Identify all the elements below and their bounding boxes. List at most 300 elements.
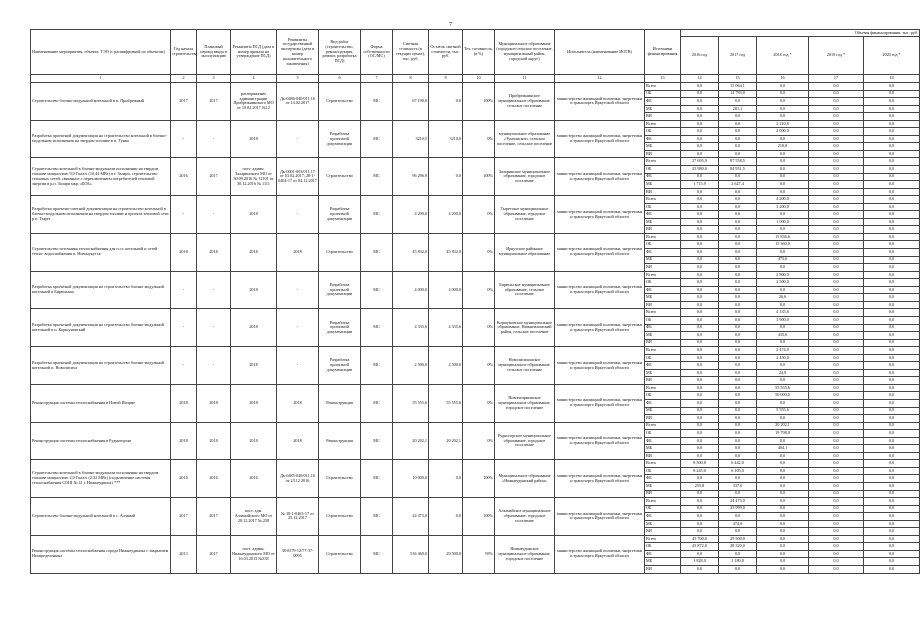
funding-value: 0,0 — [809, 158, 864, 166]
ped-details: пост. адм. Алзамайского МО от 28.12.2017 № 258 — [231, 498, 277, 536]
funding-value: 0,0 — [719, 430, 757, 438]
column-number: 7 — [361, 75, 393, 83]
funding-value: 0,0 — [719, 354, 757, 362]
funding-value: 0,0 — [681, 369, 719, 377]
source-label: МБ — [645, 105, 681, 113]
ownership: МС — [361, 271, 393, 309]
column-number: 15 — [719, 75, 757, 83]
funding-value: 0,0 — [719, 316, 757, 324]
funding-value: 0,0 — [719, 196, 757, 204]
column-number: 3 — [197, 75, 231, 83]
funding-value: 337,0 — [719, 482, 757, 490]
source-label: МБ — [645, 218, 681, 226]
funding-value: 0,0 — [719, 249, 757, 257]
object-name: Строительство блочно-модульной котельной в с. Алзамай — [31, 498, 171, 536]
work-type: Реконструкция — [319, 384, 361, 422]
funding-value: 0,0 — [719, 399, 757, 407]
funding-value: 0,0 — [719, 437, 757, 445]
source-label: МБ — [645, 407, 681, 415]
funding-value: 0,0 — [864, 399, 920, 407]
ownership: МС — [361, 422, 393, 460]
source-label: ОБ — [645, 467, 681, 475]
funding-value: 0,0 — [681, 316, 719, 324]
funding-value: 0,0 — [757, 188, 809, 196]
funding-value: 0,0 — [864, 369, 920, 377]
funding-value: 0,0 — [681, 256, 719, 264]
funding-value: 0,0 — [809, 543, 864, 551]
funding-value: 0,0 — [757, 566, 809, 574]
table-row — [31, 422, 920, 430]
municipality: Новоигирминское муниципальное образование, городское поселение — [495, 384, 555, 422]
source-label: ФБ — [645, 475, 681, 483]
ped-details: пост. админ. Нижнеудинского МО от 16.03.2013 №338 — [231, 535, 277, 573]
funding-value: 0,0 — [864, 271, 920, 279]
funding-value: 1 828,0 — [681, 558, 719, 566]
funding-value: 0,0 — [864, 392, 920, 400]
funding-value: 0,0 — [719, 279, 757, 287]
funding-value: 0,0 — [719, 226, 757, 234]
municipality: Нижнеудинское муниципальное образование, городское поселение — [495, 535, 555, 573]
source-label: МБ — [645, 482, 681, 490]
estimated-cost: 4 335,6 — [393, 309, 429, 347]
municipality: Прибрежнинское муниципальное образование, сельское поселение — [495, 83, 555, 121]
funding-value: 0,0 — [757, 513, 809, 521]
ped-details: 2018 — [231, 384, 277, 422]
ownership: МС — [361, 347, 393, 385]
funding-value: 0,0 — [719, 128, 757, 136]
funding-value: 0,0 — [681, 354, 719, 362]
funding-value: 0,0 — [681, 520, 719, 528]
funding-value: 0,0 — [757, 415, 809, 423]
funding-value: 15 360,0 — [757, 241, 809, 249]
funding-value: 19 798,0 — [757, 430, 809, 438]
funding-value: 0,0 — [809, 369, 864, 377]
estimated-cost: 67 190,0 — [393, 83, 429, 121]
funding-value: 0,0 — [719, 113, 757, 121]
funding-value: 0,0 — [864, 482, 920, 490]
funding-value: 0,0 — [864, 264, 920, 272]
remaining-cost: 3210,0 — [429, 120, 463, 158]
funding-value: 0,0 — [864, 498, 920, 506]
start-year: 2013 — [171, 535, 197, 573]
executor: министерство жилищной политики, энергетики и транспорта Иркутской области — [555, 196, 645, 234]
funding-value: 0,0 — [757, 98, 809, 106]
funding-value: 0,0 — [681, 332, 719, 340]
end-year: 2018 — [197, 422, 231, 460]
financing-table — [30, 29, 920, 574]
funding-value: 0,0 — [681, 120, 719, 128]
funding-value: 0,0 — [864, 218, 920, 226]
funding-value: 0,0 — [809, 264, 864, 272]
funding-value: 14 783,0 — [719, 90, 757, 98]
remaining-cost: 55 555,6 — [429, 384, 463, 422]
end-year: 2016 — [197, 460, 231, 498]
funding-value: 0,0 — [757, 437, 809, 445]
funding-value: 0,0 — [864, 98, 920, 106]
work-type: Строительство — [319, 83, 361, 121]
funding-value: 0,0 — [809, 437, 864, 445]
funding-value: 0,0 — [809, 460, 864, 468]
work-type: Строительство — [319, 535, 361, 573]
start-year: 2017 — [171, 498, 197, 536]
funding-value: 0,0 — [757, 83, 809, 91]
estimated-cost: 3210,5 — [393, 120, 429, 158]
funding-value: 0,0 — [809, 301, 864, 309]
estimated-cost: 536 460,0 — [393, 535, 429, 573]
start-year: - — [171, 309, 197, 347]
table-row — [31, 347, 920, 355]
funding-value: 0,0 — [757, 166, 809, 174]
funding-value: 0,0 — [864, 467, 920, 475]
funding-value: 0,0 — [809, 422, 864, 430]
expertise-details: - — [277, 120, 319, 158]
table-row — [31, 196, 920, 204]
funding-value: 0,0 — [864, 407, 920, 415]
funding-value: 0,0 — [864, 226, 920, 234]
source-label: ВИ — [645, 339, 681, 347]
object-name: Разработка проектной документации на строительство блочно-модульной котельной п. Новолисиха — [31, 347, 171, 385]
funding-value: 0,0 — [864, 279, 920, 287]
funding-value: 0,0 — [809, 188, 864, 196]
estimated-cost: 10 000,0 — [393, 460, 429, 498]
ped-details: 2018 — [231, 196, 277, 234]
funding-value: 43 872,0 — [681, 543, 719, 551]
object-name: Разработка проектной документации на строительство блочно-модульной котельной в п. Коршуновский — [31, 309, 171, 347]
funding-value: 0,0 — [757, 550, 809, 558]
table-row — [31, 535, 920, 543]
funding-value: 24 473,0 — [719, 498, 757, 506]
funding-value: 0,0 — [681, 513, 719, 521]
work-type: Разработка проектной документации — [319, 309, 361, 347]
work-type: Разработка проектной документации — [319, 271, 361, 309]
funding-value: 0,0 — [757, 498, 809, 506]
funding-value: 0,0 — [719, 566, 757, 574]
readiness: 0% — [463, 384, 495, 422]
funding-value: 0,0 — [809, 505, 864, 513]
executor: министерство жилищной политики, энергетики и транспорта Иркутской области — [555, 347, 645, 385]
header-year: 2019 год * — [809, 37, 864, 75]
funding-value: 0,0 — [864, 188, 920, 196]
source-label: ВИ — [645, 301, 681, 309]
funding-value: 0,0 — [864, 550, 920, 558]
column-number: 16 — [757, 75, 809, 83]
table-row — [31, 233, 920, 241]
object-name: Строительство блочно-модульной котельной в п. Прибрежный — [31, 83, 171, 121]
funding-value: 0,0 — [864, 105, 920, 113]
header-municipality: Муниципальное образование (городское/сельское поселение, муниципальный район, городской округ) — [495, 30, 555, 75]
funding-value: 0,0 — [719, 407, 757, 415]
funding-value: 0,0 — [809, 203, 864, 211]
funding-value: 0,0 — [757, 150, 809, 158]
table-row — [31, 309, 920, 317]
funding-value: 475,6 — [757, 256, 809, 264]
column-number: 11 — [495, 75, 555, 83]
funding-value: 0,0 — [719, 135, 757, 143]
source-label: Всего — [645, 309, 681, 317]
funding-value: 0,0 — [809, 286, 864, 294]
expertise-details: - — [277, 347, 319, 385]
funding-value: 4 335,6 — [757, 309, 809, 317]
funding-value: 0,0 — [809, 430, 864, 438]
funding-value: 0,0 — [809, 218, 864, 226]
executor: министерство жилищной политики, энергетики и транспорта Иркутской области — [555, 233, 645, 271]
funding-value: 0,0 — [719, 513, 757, 521]
table-row — [31, 384, 920, 392]
funding-value: 0,0 — [681, 90, 719, 98]
source-label: МБ — [645, 294, 681, 302]
funding-value: 8 245,0 — [681, 467, 719, 475]
column-number: 17 — [809, 75, 864, 83]
funding-value: 0,0 — [809, 120, 864, 128]
funding-value: 0,0 — [809, 347, 864, 355]
source-label: Всего — [645, 120, 681, 128]
funding-value: 474,0 — [719, 520, 757, 528]
funding-value: 210,8 — [757, 143, 809, 151]
funding-value: 0,0 — [809, 362, 864, 370]
ownership: МС — [361, 83, 393, 121]
funding-value: 0,0 — [681, 264, 719, 272]
funding-value: 0,0 — [864, 203, 920, 211]
municipality: Алзамайское муниципальное образование, городское поселение — [495, 498, 555, 536]
readiness: 0% — [463, 233, 495, 271]
funding-value: 23 999,0 — [719, 505, 757, 513]
table-row — [31, 271, 920, 279]
source-label: ФБ — [645, 513, 681, 521]
column-number: 18 — [864, 75, 920, 83]
header-row-top — [31, 30, 920, 37]
funding-value: 0,0 — [757, 105, 809, 113]
funding-value: 2 474,9 — [757, 347, 809, 355]
funding-value: 0,0 — [809, 316, 864, 324]
ownership: МС — [361, 309, 393, 347]
funding-value: 0,0 — [809, 332, 864, 340]
source-label: ОБ — [645, 166, 681, 174]
funding-value: 0,0 — [809, 528, 864, 536]
funding-value: 0,0 — [864, 128, 920, 136]
funding-value: 0,0 — [864, 166, 920, 174]
funding-value: 0,0 — [681, 279, 719, 287]
source-label: ФБ — [645, 249, 681, 257]
funding-value: 28 320,0 — [719, 543, 757, 551]
funding-value: 0,0 — [681, 211, 719, 219]
funding-value: 0,0 — [719, 377, 757, 385]
source-label: Всего — [645, 422, 681, 430]
funding-value: 2 450,0 — [757, 354, 809, 362]
funding-value: 435,6 — [757, 332, 809, 340]
funding-value: 0,0 — [864, 362, 920, 370]
funding-value: 0,0 — [681, 196, 719, 204]
readiness: 0% — [463, 120, 495, 158]
funding-value: 0,0 — [719, 203, 757, 211]
funding-value: 0,0 — [809, 256, 864, 264]
column-number: 9 — [429, 75, 463, 83]
municipality: Бирюльское муниципальное образование, сельское поселение — [495, 271, 555, 309]
funding-value: 0,0 — [809, 241, 864, 249]
funding-value: 0,0 — [757, 452, 809, 460]
table-row — [31, 120, 920, 128]
header-source: Источники финансирования — [645, 30, 681, 75]
funding-value: 45 700,0 — [681, 535, 719, 543]
funding-value: 0,0 — [757, 324, 809, 332]
funding-value: 0,0 — [757, 211, 809, 219]
funding-value: 0,0 — [681, 324, 719, 332]
funding-value: 0,0 — [719, 98, 757, 106]
funding-value: 0,0 — [681, 437, 719, 445]
readiness: 100% — [463, 158, 495, 196]
funding-value: 0,0 — [864, 347, 920, 355]
funding-value: 0,0 — [681, 105, 719, 113]
expertise-details: 2018 — [277, 384, 319, 422]
start-year: 2016 — [171, 460, 197, 498]
funding-value: 0,0 — [809, 415, 864, 423]
funding-value: 0,0 — [864, 520, 920, 528]
object-name: Разработка проектной документации на строительство котельной в блочно-модульном исполнении на твердом топливе в п. Тунка — [31, 120, 171, 158]
funding-value: 0,0 — [719, 256, 757, 264]
funding-value: 0,0 — [757, 558, 809, 566]
start-year: 2018 — [171, 233, 197, 271]
end-year: 2017 — [197, 498, 231, 536]
source-label: ВИ — [645, 490, 681, 498]
funding-value: 0,0 — [809, 452, 864, 460]
funding-value: 0,0 — [719, 422, 757, 430]
ped-details: пост. админ. Заларинского МО от 30.09.2016 № 31101 от 30.12.2016 № 1111 — [231, 158, 277, 196]
funding-value: 0,0 — [681, 347, 719, 355]
funding-value: 0,0 — [719, 550, 757, 558]
funding-value: 0,0 — [809, 143, 864, 151]
source-label: ОБ — [645, 505, 681, 513]
source-label: ВИ — [645, 150, 681, 158]
municipality: Муниципальное образование «Нижнеудинский район» — [495, 460, 555, 498]
readiness: 0% — [463, 347, 495, 385]
funding-value: 26,6 — [757, 294, 809, 302]
funding-value: 0,0 — [719, 528, 757, 536]
funding-value: 0,0 — [719, 392, 757, 400]
funding-value: 0,0 — [719, 294, 757, 302]
source-label: ВИ — [645, 113, 681, 121]
funding-value: 55 555,6 — [757, 384, 809, 392]
funding-value: 0,0 — [809, 445, 864, 453]
funding-value: 0,0 — [719, 339, 757, 347]
source-label: ОБ — [645, 241, 681, 249]
funding-value: 0,0 — [809, 399, 864, 407]
funding-value: 3 200,0 — [757, 203, 809, 211]
funding-value: 0,0 — [809, 324, 864, 332]
funding-value: 0,0 — [757, 528, 809, 536]
funding-value: 0,0 — [681, 498, 719, 506]
funding-value: 0,0 — [864, 437, 920, 445]
funding-value: 0,0 — [681, 475, 719, 483]
municipality: Рудногорское муниципальное образование, городское поселение — [495, 422, 555, 460]
funding-value: 0,0 — [681, 505, 719, 513]
funding-value: 0,0 — [864, 181, 920, 189]
funding-value: 0,0 — [809, 249, 864, 257]
funding-value: 0,0 — [809, 513, 864, 521]
funding-value: 6 442,0 — [719, 460, 757, 468]
source-label: Всего — [645, 498, 681, 506]
funding-value: 0,0 — [757, 301, 809, 309]
source-label: ФБ — [645, 286, 681, 294]
source-label: ОБ — [645, 128, 681, 136]
funding-value: 0,0 — [757, 467, 809, 475]
header-work-type: Вид работ (строительство, реконструкция, ремонт, разработка ПСД) — [319, 30, 361, 75]
remaining-cost: 4 000,0 — [429, 271, 463, 309]
funding-value: 4 200,0 — [757, 196, 809, 204]
funding-value: 0,0 — [719, 384, 757, 392]
expertise-details: Дк-0485-040/011.16 от 23.12.2016 — [277, 460, 319, 498]
start-year: 2016 — [171, 158, 197, 196]
funding-value: 0,0 — [757, 181, 809, 189]
source-label: Всего — [645, 158, 681, 166]
funding-value: 0,0 — [681, 422, 719, 430]
funding-value: 0,0 — [681, 490, 719, 498]
column-number: 6 — [319, 75, 361, 83]
header-remaining-cost: Остаток сметной стоимости, тыс. руб. — [429, 30, 463, 75]
funding-value: 0,0 — [864, 241, 920, 249]
header-name: Наименование мероприятия, объекта, ТЭО (с расшифровкой по объектам) — [31, 30, 171, 75]
source-label: ОБ — [645, 354, 681, 362]
end-year: 2017 — [197, 83, 231, 121]
funding-value: 0,0 — [719, 324, 757, 332]
funding-value: 5 555,6 — [757, 407, 809, 415]
funding-value: 0,0 — [757, 475, 809, 483]
funding-value: 0,0 — [809, 211, 864, 219]
readiness: 100% — [463, 498, 495, 536]
funding-value: 0,0 — [757, 226, 809, 234]
funding-value: 0,0 — [864, 90, 920, 98]
funding-value: 0,0 — [864, 120, 920, 128]
expertise-details: - — [277, 271, 319, 309]
funding-value: 0,0 — [864, 286, 920, 294]
ped-details: 2018 — [231, 309, 277, 347]
funding-value: 0,0 — [864, 528, 920, 536]
funding-value: 0,0 — [809, 166, 864, 174]
funding-value: 0,0 — [864, 173, 920, 181]
funding-value: 0,0 — [864, 324, 920, 332]
funding-value: 0,0 — [809, 490, 864, 498]
remaining-cost: 4 200,0 — [429, 196, 463, 234]
municipality: Коршуновское муниципальное образование, Нижнеилимский район, сельское поселение — [495, 309, 555, 347]
funding-value: 0,0 — [681, 452, 719, 460]
ownership: МС — [361, 196, 393, 234]
end-year: - — [197, 347, 231, 385]
funding-value: 0,0 — [757, 490, 809, 498]
funding-value: 0,0 — [757, 460, 809, 468]
funding-value: 0,0 — [757, 90, 809, 98]
start-year: - — [171, 196, 197, 234]
funding-value: 0,0 — [864, 490, 920, 498]
funding-value: 2 210,8 — [757, 120, 809, 128]
end-year: 2018 — [197, 384, 231, 422]
executor: министерство жилищной политики, энергетики и транспорта Иркутской области — [555, 498, 645, 536]
source-label: Всего — [645, 233, 681, 241]
source-label: ФБ — [645, 211, 681, 219]
source-label: ОБ — [645, 392, 681, 400]
header-year: 2016 год — [681, 37, 719, 75]
funding-value: 0,0 — [809, 279, 864, 287]
funding-value: 0,0 — [719, 369, 757, 377]
funding-value: 0,0 — [809, 309, 864, 317]
work-type: Разработка проектной документации — [319, 347, 361, 385]
end-year: - — [197, 309, 231, 347]
column-number: 8 — [393, 75, 429, 83]
funding-value: 0,0 — [809, 339, 864, 347]
source-label: ОБ — [645, 543, 681, 551]
funding-value: 0,0 — [719, 271, 757, 279]
funding-value: 0,0 — [809, 558, 864, 566]
executor: министерство жилищной политики, энергетики и транспорта Иркутской области — [555, 120, 645, 158]
funding-value: 0,0 — [809, 482, 864, 490]
start-year: - — [171, 271, 197, 309]
